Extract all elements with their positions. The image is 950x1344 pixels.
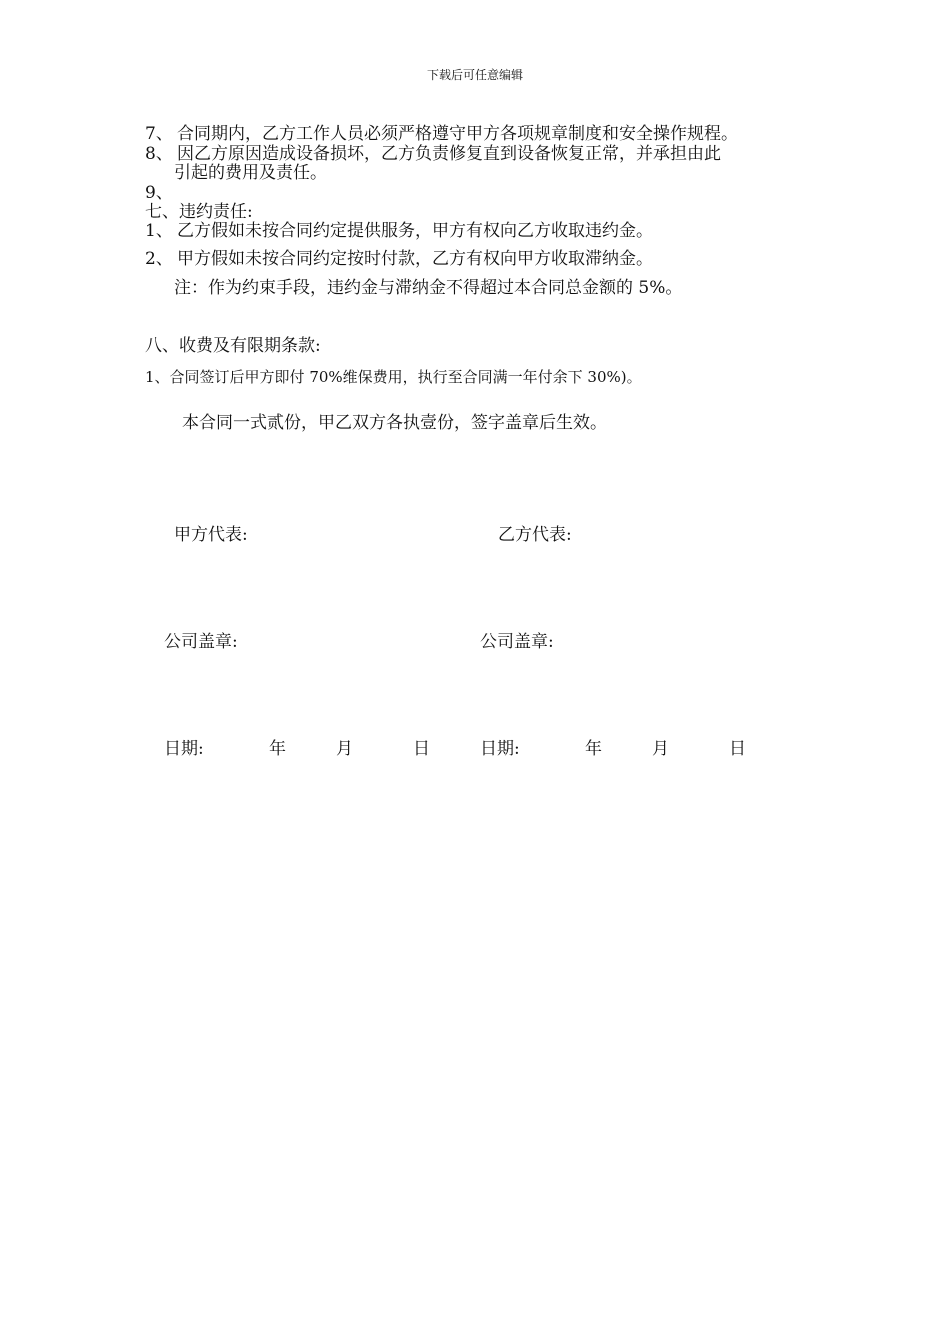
clause-7-text: 合同期内，乙方工作人员必须严格遵守甲方各项规章制度和安全操作规程。 [177, 124, 738, 144]
header-note: 下载后可任意编辑 [426, 68, 523, 82]
party-a-representative-label: 甲方代表: [174, 525, 248, 545]
breach-item-1-number: 1、 [145, 221, 173, 241]
breach-item-1-text: 乙方假如未按合同约定提供服务，甲方有权向乙方收取违约金。 [177, 221, 653, 241]
clause-8-number: 8、 [145, 144, 173, 164]
clause-8-text-continued: 引起的费用及责任。 [174, 163, 327, 183]
breach-heading: 七、违约责任: [145, 202, 253, 222]
clause-8-text: 因乙方原因造成设备损坏，乙方负责修复直到设备恢复正常，并承担由此 [177, 144, 721, 164]
breach-item-2-text: 甲方假如未按合同约定按时付款，乙方有权向甲方收取滞纳金。 [177, 249, 653, 269]
party-a-seal-label: 公司盖章: [164, 632, 238, 652]
fees-item-1: 1、合同签订后甲方即付 70%维保费用，执行至合同满一年付余下 30%)。 [145, 368, 642, 386]
party-a-date-year: 年 [269, 739, 286, 759]
breach-note: 注：作为约束手段，违约金与滞纳金不得超过本合同总金额的 5%。 [174, 278, 683, 298]
party-b-date-label: 日期: [480, 739, 520, 759]
clause-7-number: 7、 [145, 124, 173, 144]
party-a-date-month: 月 [336, 739, 353, 759]
party-b-seal-label: 公司盖章: [480, 632, 554, 652]
party-b-date-day: 日 [729, 739, 746, 759]
fees-heading: 八、收费及有限期条款: [145, 336, 321, 356]
clause-9-number: 9、 [145, 183, 173, 203]
breach-item-2-number: 2、 [145, 249, 173, 269]
closing-statement: 本合同一式贰份，甲乙双方各执壹份，签字盖章后生效。 [182, 413, 607, 433]
party-b-date-month: 月 [652, 739, 669, 759]
party-a-date-label: 日期: [164, 739, 204, 759]
party-a-date-day: 日 [413, 739, 430, 759]
party-b-date-year: 年 [585, 739, 602, 759]
party-b-representative-label: 乙方代表: [498, 525, 572, 545]
